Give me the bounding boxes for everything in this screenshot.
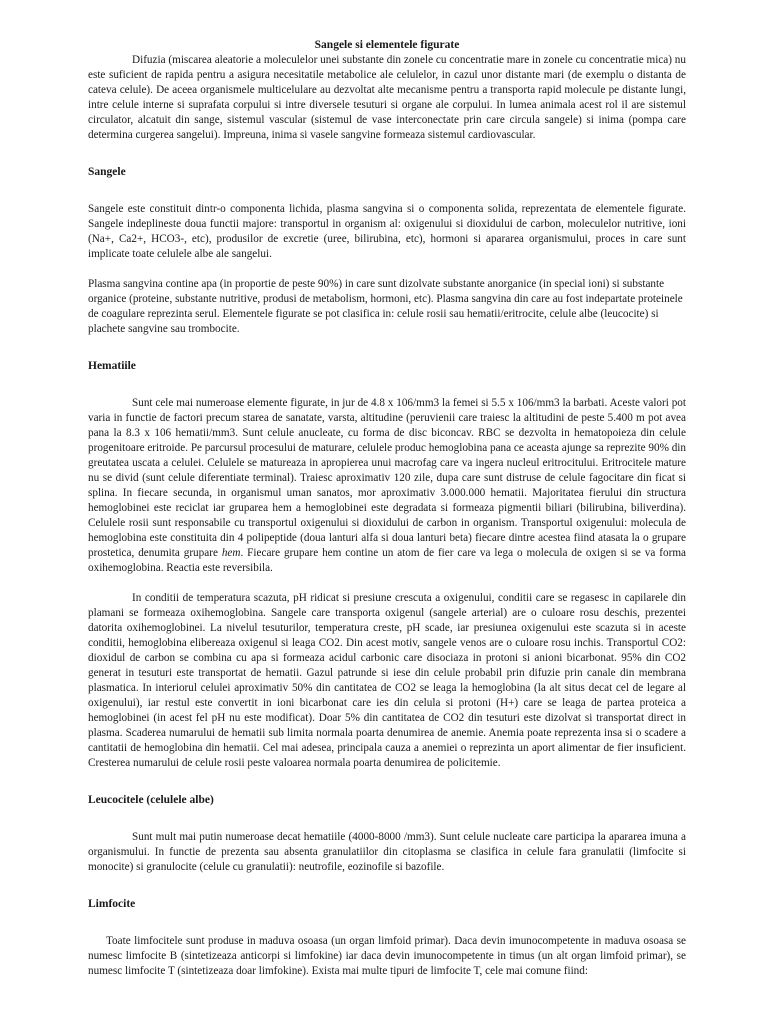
hem-term: hem (221, 547, 241, 559)
section-heading-leucocitele: Leucocitele (celulele albe) (88, 794, 214, 806)
hematii-text-a: Sunt cele mai numeroase elemente figurate, in jur de 4.8 x 106/mm3 la femei si 5.5 x 106/mm3 la barbati. Aceste valori pot varia in functie de factori precum starea de sanatate, varsta, altitudine (peruvienii care traiesc la altitudini de peste 5.400 m pot avea pana la 8.3 x 106 hematii/mm3. Sunt celule anucleate, cu forma de disc biconcav. RBC se dezvolta in hematopoieza din celule progenitoare eritroide. Pe parcursul procesului de maturare, celulele produc hemoglobina pana ce aceasta ajunge sa reprezite 90% din greutatea uscata a celulei. Celulele se matureaza in apropierea unui macrofag care va ingera nucleul eritrocitului. Eritrocitele mature nu se divid (sunt celule diferentiate terminal). Traiesc aproximativ 120 zile, dupa care sunt distruse de celule fagocitare din ficat si splina. In fiecare secunda, in organismul uman sanatos, mor aproximativ 3.000.000 hematii. Majoritatea fierului din structura hemoglobinei este reciclat iar gruparea hem a hemoglobinei este degradata si formeaza pigmentii biliari (bilirubina, biliverdina). Celulele rosii sunt responsabile cu transportul oxigenului si dioxidului de carbon in organism. Transportul oxigenului: molecula de hemoglobina este constituita din 4 polipeptide (doua lanturi alfa si doua lanturi beta) fiecare dintre acestea fiind atasata la o grupare prostetica, denumita grupare (88, 397, 686, 559)
hematii-text-b: . Fiecare grupare hem contine un atom de fier care va lega o molecula de oxigen si se va forma oxihemoglobina. Reactia este reversibila. (88, 547, 686, 574)
leucocite-paragraph-1: Sunt mult mai putin numeroase decat hematiile (4000-8000 /mm3). Sunt celule nucleate care participa la apararea imuna a organismului. In functie de prezenta sau absenta granulatiilor din citoplasma se clasifica in celule fara granulatii (limfocite si monocite) si granulocite (celule cu granulatii): neutrofile, eozinofile si bazofile. (88, 831, 686, 873)
limfocite-paragraph-1: Toate limfocitele sunt produse in maduva osoasa (un organ limfoid primar). Daca devin imunocompetente in maduva osoasa se numesc limfocite B (sintetizeaza anticorpi si limfokine) iar daca devin imunocompetente in timus (un alt organ limfoid primar), se numesc limfocite T (sintetizeaza doar limfokine). Exista mai multe tipuri de limfocite T, cele mai comune fiind: (88, 935, 686, 977)
section-heading-sangele: Sangele (88, 166, 126, 178)
hematii-paragraph-2: In conditii de temperatura scazuta, pH ridicat si presiune crescuta a oxigenului, conditii care se regasesc in capilarele din plamani se formeaza oxihemoglobina. Sangele care transporta oxigenul (sangele arterial) are o culoare rosu deschis, prezentei datorita oxihemoglobinei. La nivelul tesuturilor, temperatura creste, pH scade, iar presiunea oxigenului este scazuta si in aceste conditii, hemoglobina elibereaza oxigenul si leaga CO2. Din acest motiv, sangele venos are o culoare rosu inchis. Transportul CO2: dioxidul de carbon se combina cu apa si formeaza acidul carbonic care disociaza in protoni si anioni bicarbonat. 95% din CO2 generat in tesuturi este transportat de hematii. Gazul patrunde si iese din celule probabil prin difuzie prin canale din membrana plasmatica. In interiorul celulei aproximativ 50% din cantitatea de CO2 se leaga la hemoglobina (la alt situs decat cel de legare al oxigenului), iar restul este convertit in ioni bicarbonat care ies din celula si protoni (H+) care se leaga de partea proteica a hemoglobinei (in acest fel pH nu este modificat). Doar 5% din cantitatea de CO2 din tesuturi este dizolvat si transportat direct in plasma. Scaderea numarului de hematii sub limita normala poarta denumirea de anemie. Anemia poate reprezenta insa si o scadere a cantitatii de hemoglobina din hematii. Cel mai adesea, principala cauza a anemiei o reprezinta un aport alimentar de fier insuficient. Cresterea numarului de celule rosii peste valoarea normala poarta denumirea de policitemie. (88, 592, 686, 769)
section-heading-hematiile: Hematiile (88, 360, 136, 372)
document-body (88, 38, 686, 979)
sangele-paragraph-1: Sangele este constituit dintr-o componenta lichida, plasma sangvina si o componenta solida, reprezentata de elementele figurate. Sangele indeplineste doua functii majore: transportul in organism al: oxigenului si dioxidului de carbon, moleculelor nutritive, ioni (Na+, Ca2+, HCO3-, etc), produsilor de excretie (uree, bilirubina, etc), hormoni si apararea organismului, proces in care sunt implicate toate celulele albe ale sangelui. (88, 203, 686, 260)
intro-paragraph: Difuzia (miscarea aleatorie a moleculelor unei substante din zonele cu concentratie mare in zonele cu concentratie mica) nu este suficient de rapida pentru a asigura necesitatile metabolice ale celulelor, in cazul unor distante mari (de exemplu o distanta de cateva celule). De aceea organismele multicelulare au dezvoltat alte mecanisme pentru a transporta rapid molecule pe distante lungi, intre celule interne si suprafata corpului si intre diversele tesuturi si organe ale corpului. In lumea animala acest rol il are sistemul circulator, alcatuit din sange, sistemul vascular (sistemul de vase interconectate prin care circula sangele) si inima (pompa care determina curgerea sangelui). Impreuna, inima si vasele sangvine formeaza sistemul cardiovascular. (88, 54, 686, 141)
section-heading-limfocite: Limfocite (88, 898, 136, 910)
sangele-paragraph-2: Plasma sangvina contine apa (in proportie de peste 90%) in care sunt dizolvate substante anorganice (in special ioni) si substante organice (proteine, substante nutritive, produsi de metabolism, hormoni, etc). Plasma sangvina din care au fost indepartate proteinele de coagulare reprezinta serul. Elementele figurate se pot clasifica in: celule rosii sau hematii/eritrocite, celule albe (leucocite) si plachete sangvine sau trombocite. (88, 278, 683, 335)
hematii-paragraph-1 (88, 396, 686, 576)
document-title: Sangele si elementele figurate (314, 39, 460, 51)
